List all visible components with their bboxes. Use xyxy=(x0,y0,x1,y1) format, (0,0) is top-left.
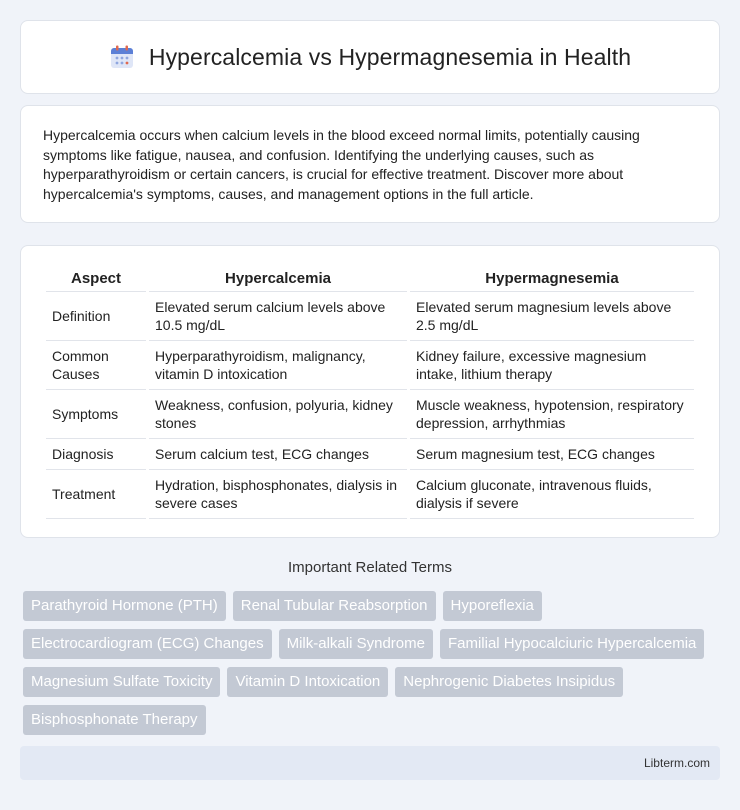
hypercalcemia-cell: Hyperparathyroidism, malignancy, vitamin D intoxication xyxy=(149,341,407,390)
header-aspect: Aspect xyxy=(46,266,146,292)
title-wrap xyxy=(109,44,631,71)
related-term-tag[interactable]: Renal Tubular Reabsorption xyxy=(233,591,436,621)
hypermagnesemia-cell: Muscle weakness, hypotension, respiratory depression, arrhythmias xyxy=(410,390,694,439)
table-row xyxy=(46,470,694,519)
table-row xyxy=(46,292,694,341)
page-title: Hypercalcemia vs Hypermagnesemia in Health xyxy=(148,43,632,70)
header-hypermagnesemia: Hypermagnesemia xyxy=(410,266,694,292)
calendar-icon xyxy=(109,44,135,70)
related-term-tag[interactable]: Electrocardiogram (ECG) Changes xyxy=(23,629,272,659)
related-term-tag[interactable]: Bisphosphonate Therapy xyxy=(23,705,206,735)
table-row xyxy=(46,341,694,390)
related-term-tag[interactable]: Hyporeflexia xyxy=(443,591,542,621)
table-row xyxy=(46,439,694,470)
aspect-cell: Treatment xyxy=(46,470,146,519)
header-hypercalcemia: Hypercalcemia xyxy=(149,266,407,292)
aspect-cell: Symptoms xyxy=(46,390,146,439)
related-terms-title: Important Related Terms xyxy=(288,559,452,576)
intro-text: Hypercalcemia occurs when calcium levels in the blood exceed normal limits, potentially causing symptoms like fatigue, nausea, and confusion. Identifying the underlying causes, such as hyperparathyroidism or certain cancers, is crucial for effective treatment. Discover more about hypercalcemia's symptoms, causes, and management options in the full article. xyxy=(43,127,640,202)
hypercalcemia-cell: Hydration, bisphosphonates, dialysis in severe cases xyxy=(149,470,407,519)
hypermagnesemia-cell: Calcium gluconate, intravenous fluids, dialysis if severe xyxy=(410,470,694,519)
related-term-tag[interactable]: Nephrogenic Diabetes Insipidus xyxy=(395,667,623,697)
title-card xyxy=(20,20,720,94)
hypercalcemia-cell: Serum calcium test, ECG changes xyxy=(149,439,407,470)
table-row xyxy=(46,390,694,439)
aspect-cell: Common Causes xyxy=(46,341,146,390)
aspect-cell: Diagnosis xyxy=(46,439,146,470)
related-terms-list xyxy=(23,591,723,735)
related-term-tag[interactable]: Vitamin D Intoxication xyxy=(227,667,388,697)
comparison-table xyxy=(43,266,697,519)
hypermagnesemia-cell: Serum magnesium test, ECG changes xyxy=(410,439,694,470)
related-term-tag[interactable]: Parathyroid Hormone (PTH) xyxy=(23,591,226,621)
hypercalcemia-cell: Weakness, confusion, polyuria, kidney stones xyxy=(149,390,407,439)
comparison-table-card xyxy=(20,245,720,538)
related-term-tag[interactable]: Milk-alkali Syndrome xyxy=(279,629,433,659)
hypermagnesemia-cell: Elevated serum magnesium levels above 2.5 mg/dL xyxy=(410,292,694,341)
footer-site-link[interactable]: Libterm.com xyxy=(643,756,710,770)
aspect-cell: Definition xyxy=(46,292,146,341)
hypercalcemia-cell: Elevated serum calcium levels above 10.5 mg/dL xyxy=(149,292,407,341)
hypermagnesemia-cell: Kidney failure, excessive magnesium intake, lithium therapy xyxy=(410,341,694,390)
table-header-row xyxy=(46,266,694,292)
footer xyxy=(20,746,720,780)
related-term-tag[interactable]: Familial Hypocalciuric Hypercalcemia xyxy=(440,629,704,659)
intro-card xyxy=(20,105,720,223)
related-term-tag[interactable]: Magnesium Sulfate Toxicity xyxy=(23,667,220,697)
